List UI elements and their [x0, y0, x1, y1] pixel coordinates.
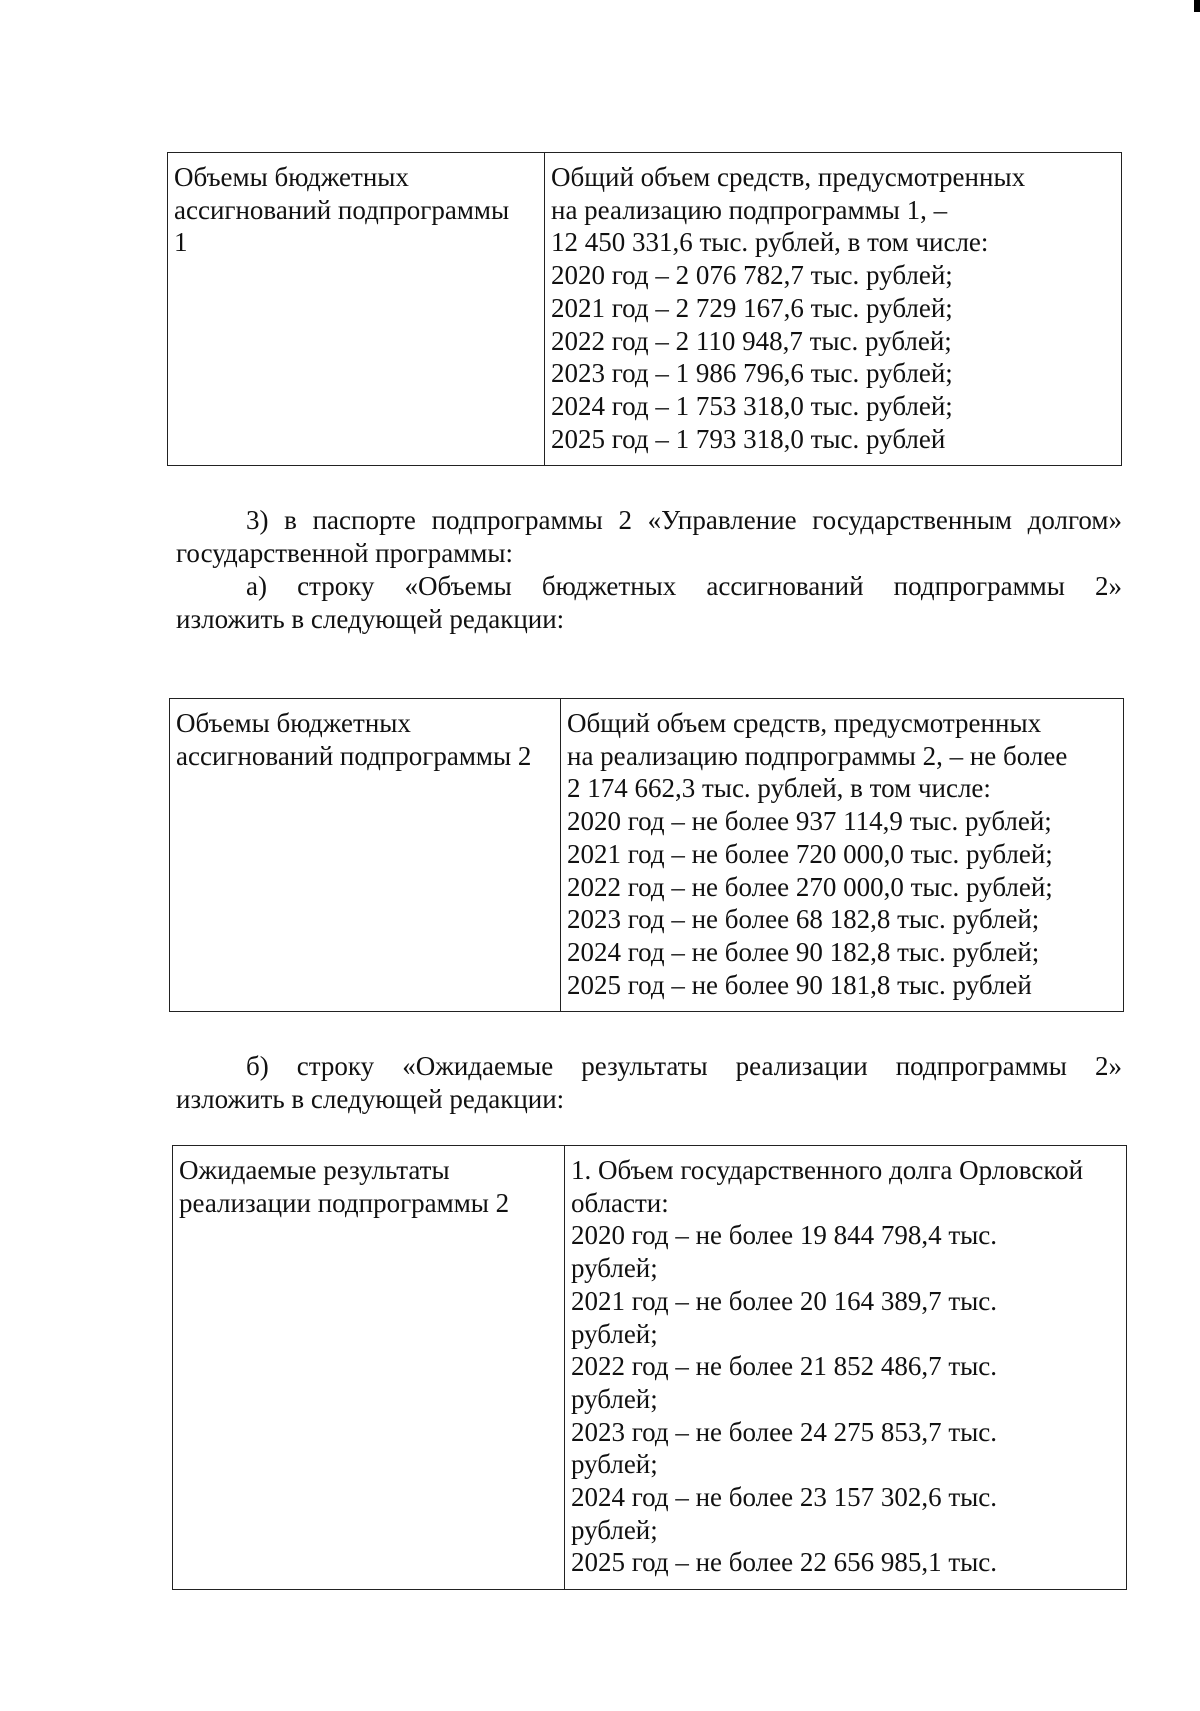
paragraph-b	[176, 1050, 1122, 1116]
paragraph-line: а) строку «Объемы бюджетных ассигнований подпрограммы 2»	[246, 571, 1122, 601]
table-row	[170, 699, 1124, 1012]
row-value-cell	[545, 153, 1122, 466]
value-line: 2024 год – не более 23 157 302,6 тыс.	[571, 1482, 998, 1513]
value-line: 2021 год – не более 20 164 389,7 тыс.	[571, 1285, 998, 1316]
paragraph-line: 3) в паспорте подпрограммы 2 «Управление государственным долгом»	[246, 505, 1122, 535]
value-line: 2020 год – не более 19 844 798,4 тыс.	[571, 1220, 998, 1251]
value-line: 2022 год – 2 110 948,7 тыс. рублей;	[551, 325, 952, 356]
value-line: рублей;	[571, 1514, 658, 1545]
value-line: Общий объем средств, предусмотренных	[567, 708, 1042, 738]
expected-results-subprogram-2-table	[172, 1145, 1127, 1590]
label-line: Объемы бюджетных	[176, 708, 411, 738]
value-line: 2025 год – не более 22 656 985,1 тыс.	[571, 1547, 998, 1578]
paragraph-line: изложить в следующей редакции:	[176, 1084, 565, 1114]
value-line: на реализацию подпрограммы 1, –	[551, 194, 948, 225]
row-label-cell	[173, 1146, 565, 1590]
value-line: 2024 год – не более 90 182,8 тыс. рублей;	[567, 936, 1040, 967]
label-line: 1	[174, 227, 188, 258]
label-line: ассигнований подпрограммы	[174, 194, 510, 225]
value-line: 2020 год – не более 937 114,9 тыс. рублей;	[567, 806, 1052, 837]
paragraph-line: изложить в следующей редакции:	[176, 604, 565, 634]
label-line: реализации подпрограммы 2	[179, 1187, 510, 1218]
value-line: 12 450 331,6 тыс. рублей, в том числе:	[551, 227, 989, 258]
row-value-cell	[565, 1146, 1127, 1590]
value-line: Общий объем средств, предусмотренных	[551, 162, 1026, 192]
label-line: Ожидаемые результаты	[179, 1155, 450, 1185]
paragraph-line: б) строку «Ожидаемые результаты реализации подпрограммы 2»	[246, 1051, 1122, 1081]
value-line: 2023 год – не более 24 275 853,7 тыс.	[571, 1416, 998, 1447]
value-line: 2022 год – не более 21 852 486,7 тыс.	[571, 1351, 998, 1382]
table-row	[168, 153, 1122, 466]
value-line: 2024 год – 1 753 318,0 тыс. рублей;	[551, 390, 953, 421]
value-line: 2021 год – 2 729 167,6 тыс. рублей;	[551, 292, 953, 323]
row-value-cell	[561, 699, 1124, 1012]
value-line: 2023 год – 1 986 796,6 тыс. рублей;	[551, 358, 953, 389]
row-label-cell	[170, 699, 561, 1012]
budget-allocations-subprogram-2-table	[169, 698, 1124, 1012]
value-line: 2025 год – 1 793 318,0 тыс. рублей	[551, 423, 946, 454]
value-line: рублей;	[571, 1383, 658, 1414]
value-line: рублей;	[571, 1449, 658, 1480]
page-edge-mark	[1194, 0, 1200, 12]
budget-allocations-subprogram-1-table	[167, 152, 1122, 466]
value-line: 2023 год – не более 68 182,8 тыс. рублей;	[567, 904, 1040, 935]
paragraph-3	[176, 504, 1122, 636]
value-line: 2020 год – 2 076 782,7 тыс. рублей;	[551, 260, 953, 291]
row-label-cell	[168, 153, 545, 466]
paragraph-line: государственной программы:	[176, 538, 513, 568]
value-line: на реализацию подпрограммы 2, – не более	[567, 740, 1068, 771]
label-line: Объемы бюджетных	[174, 162, 409, 192]
value-line: 2025 год – не более 90 181,8 тыс. рублей	[567, 969, 1032, 1000]
value-line: 2022 год – не более 270 000,0 тыс. рублей;	[567, 871, 1053, 902]
value-line: 2 174 662,3 тыс. рублей, в том числе:	[567, 773, 991, 804]
label-line: ассигнований подпрограммы 2	[176, 740, 532, 771]
table-row	[173, 1146, 1127, 1590]
value-line: рублей;	[571, 1318, 658, 1349]
value-line: 1. Объем государственного долга Орловской	[571, 1155, 1084, 1185]
value-line: области:	[571, 1187, 669, 1218]
value-line: рублей;	[571, 1253, 658, 1284]
value-line: 2021 год – не более 720 000,0 тыс. рублей;	[567, 838, 1053, 869]
